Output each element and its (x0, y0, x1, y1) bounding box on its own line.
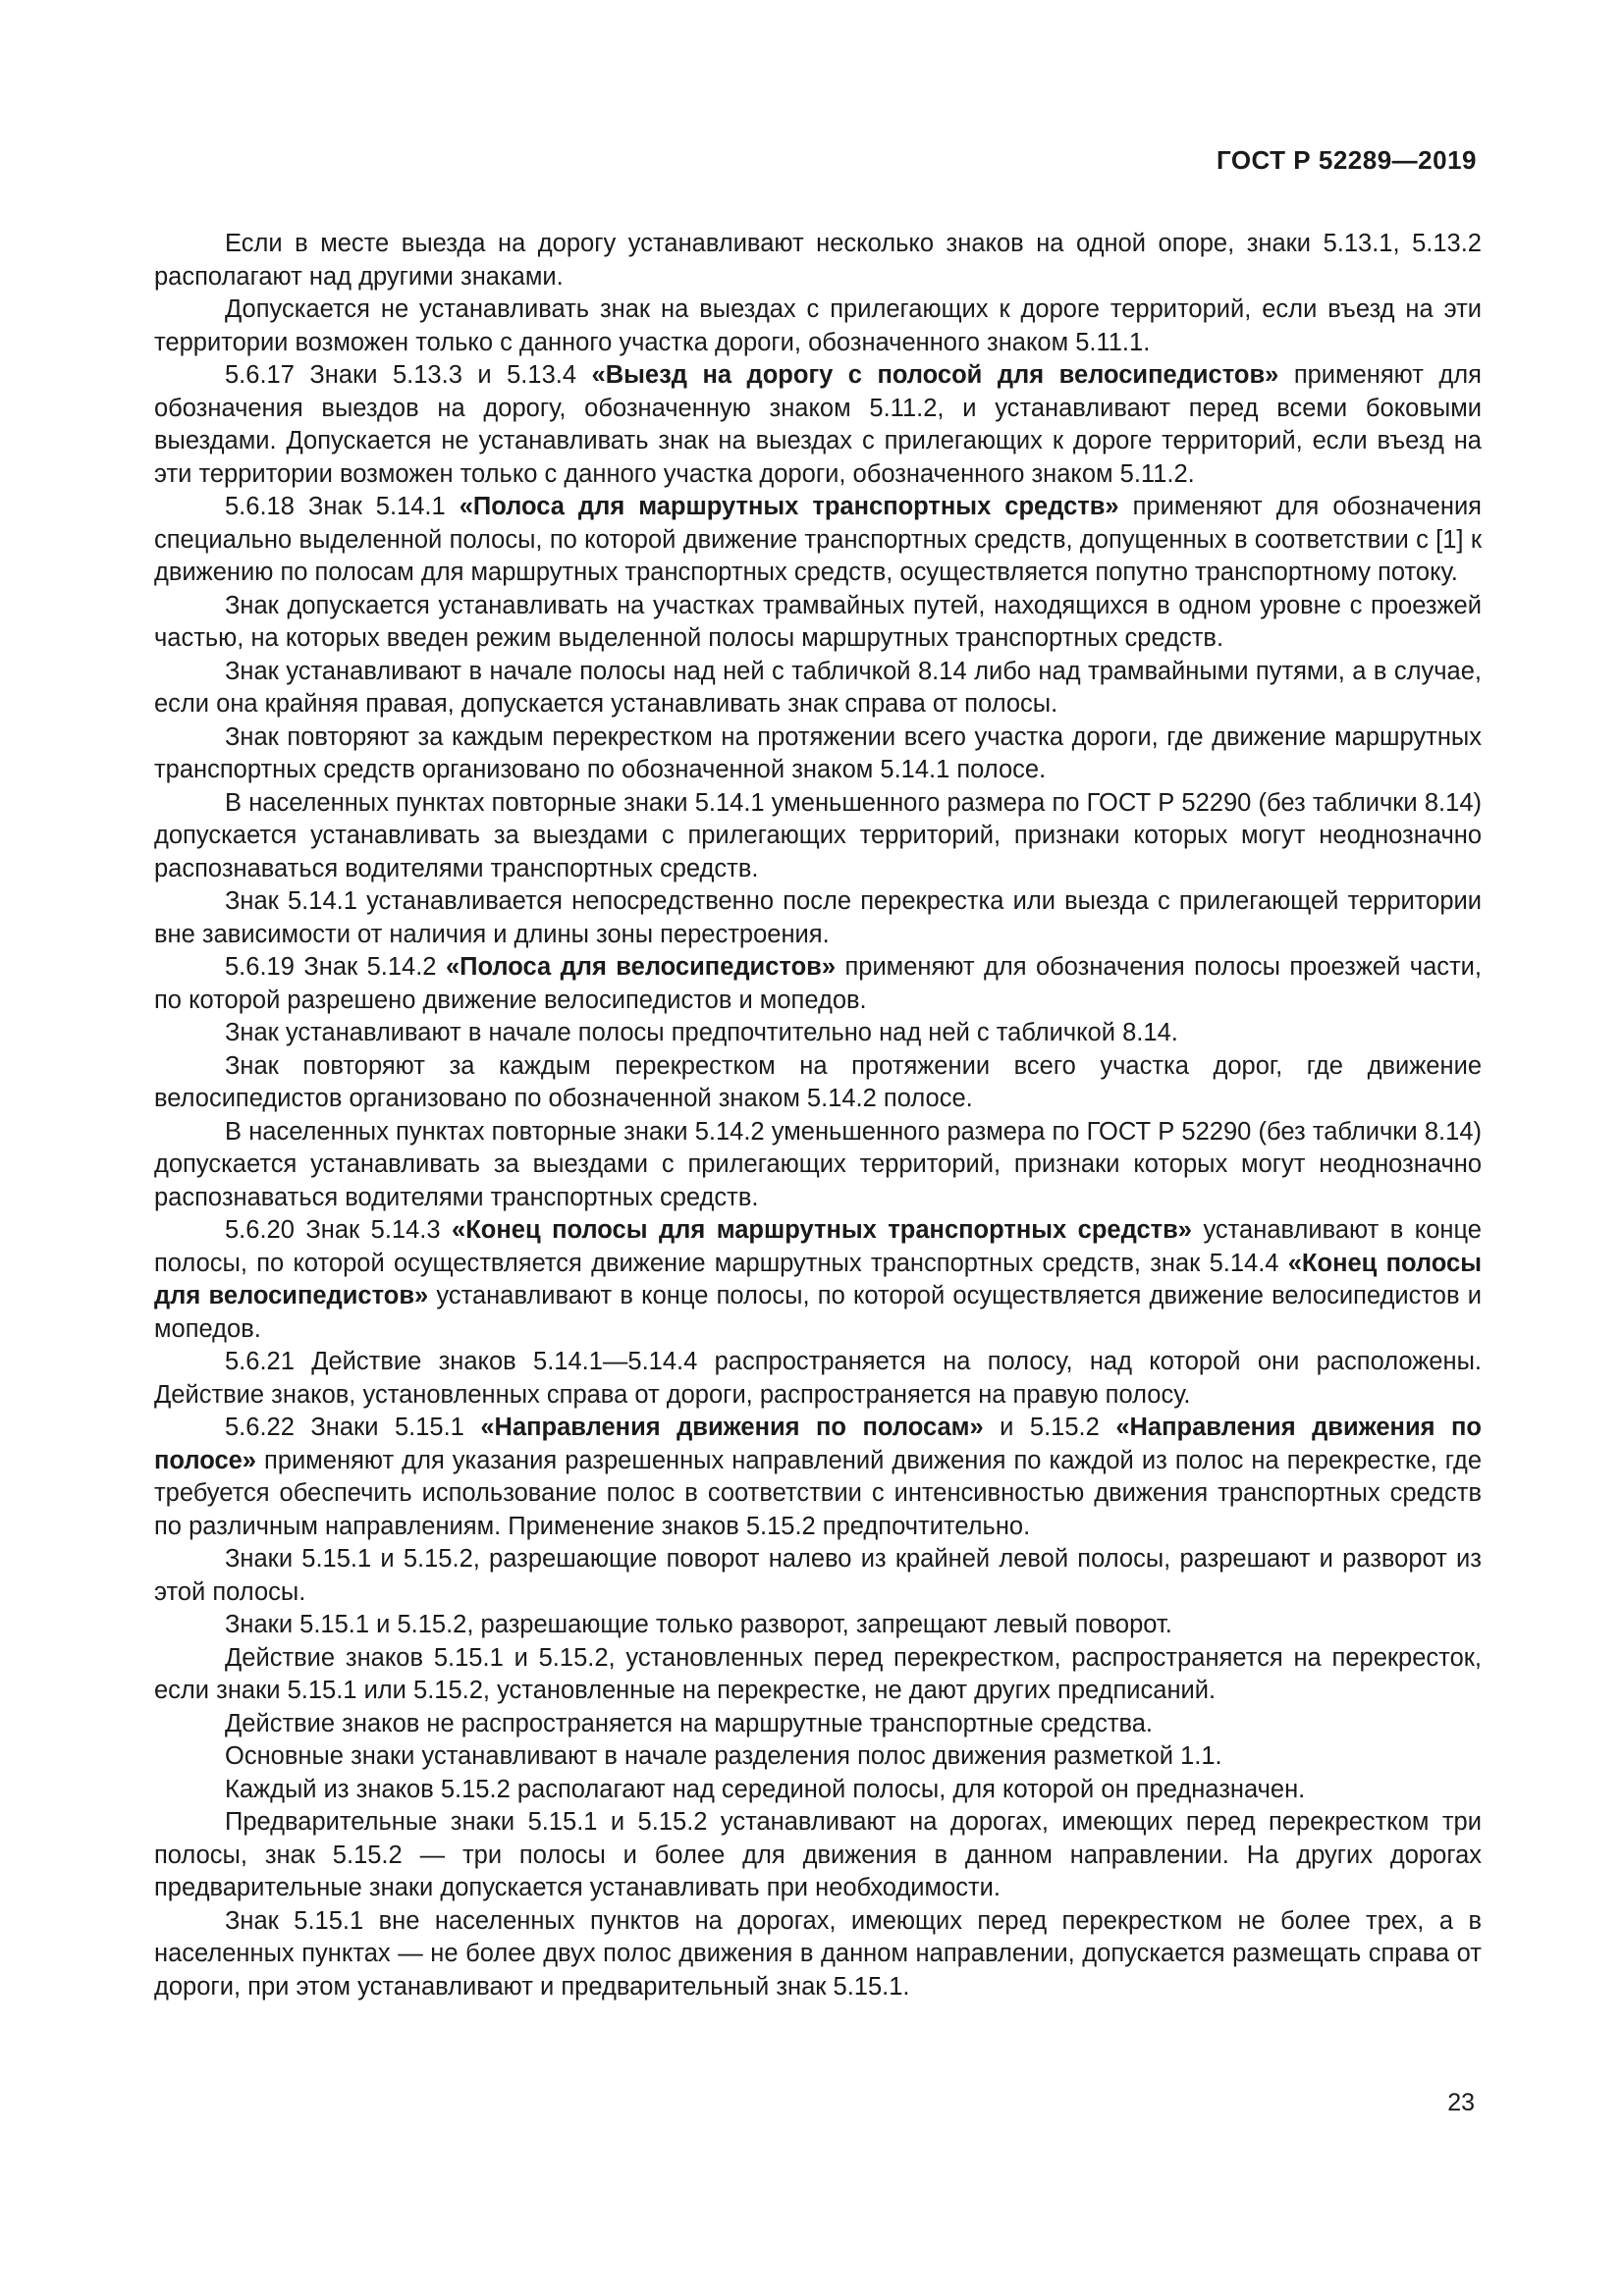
document-body (154, 228, 1482, 2003)
paragraph-text: Знаки 5.15.1 и 5.15.2, разрешающие поворот налево из крайней левой полосы, разрешают и разворот из этой полосы. (154, 1545, 1482, 1606)
sign-name: «Направления движения по полосе» (154, 1414, 1482, 1474)
paragraph (154, 1346, 1482, 1412)
paragraph (154, 1806, 1482, 1905)
paragraph-text: Каждый из знаков 5.15.2 располагают над серединой полосы, для которой он предназначен. (225, 1775, 1306, 1803)
paragraph (154, 491, 1482, 590)
paragraph-text: 5.6.21 Действие знаков 5.14.1—5.14.4 распространяется на полосу, над которой они расположены. Действие знаков, установленных справа от дороги, распространяется на правую полосу. (154, 1348, 1482, 1409)
paragraph-text: Знак повторяют за каждым перекрестком на протяжении всего участка дороги, где движение маршрутных транспортных средств организовано по обозначенной знаком 5.14.1 полосе. (154, 722, 1482, 783)
paragraph-text: Знаки 5.15.1 и 5.15.2, разрешающие только разворот, запрещают левый поворот. (225, 1611, 1172, 1638)
sign-name: «Конец полосы для маршрутных транспортных средств» (452, 1216, 1192, 1244)
paragraph (154, 1050, 1482, 1116)
paragraph-text: 5.6.20 Знак 5.14.3 (225, 1216, 453, 1244)
paragraph (154, 1740, 1482, 1774)
paragraph-text: Знак устанавливают в начале полосы над ней с табличкой 8.14 либо над трамвайными путями, а в случае, если она крайняя правая, допускается устанавливать знак справа от полосы. (154, 657, 1482, 718)
paragraph (154, 1774, 1482, 1807)
paragraph-text: применяют для обозначения специально выделенной полосы, по которой движение транспортных средств, допущенных в соответствии с [1] к движению по полосам для маршрутных транспортных средств, осуществляется попутно транспортному потоку. (154, 493, 1482, 586)
paragraph (154, 1708, 1482, 1741)
paragraph (154, 656, 1482, 721)
paragraph-text: и 5.15.2 (983, 1414, 1116, 1441)
paragraph-text: Знак допускается устанавливать на участках трамвайных путей, находящихся в одном уровне с проезжей частью, на которых введен режим выделенной полосы маршрутных транспортных средств. (154, 591, 1482, 652)
paragraph-text: Знак устанавливают в начале полосы предпочтительно над ней с табличкой 8.14. (225, 1019, 1178, 1046)
sign-name: «Выезд на дорогу с полосой для велосипедистов» (591, 361, 1279, 389)
sign-name: «Полоса для маршрутных транспортных средств» (459, 493, 1119, 520)
paragraph-text: Действие знаков 5.15.1 и 5.15.2, установленных перед перекрестком, распространяется на перекресток, если знаки 5.15.1 или 5.15.2, установленные на перекрестке, не дают других предписаний. (154, 1643, 1482, 1704)
paragraph-text: устанавливают в конце полосы, по которой осуществляется движение велосипедистов и мопедов. (154, 1282, 1482, 1343)
paragraph (154, 951, 1482, 1017)
paragraph (154, 1642, 1482, 1708)
paragraph-text: Знак повторяют за каждым перекрестком на протяжении всего участка дорог, где движение велосипедистов организовано по обозначенной знаком 5.14.2 полосе. (154, 1051, 1482, 1112)
paragraph-text: Предварительные знаки 5.15.1 и 5.15.2 устанавливают на дорогах, имеющих перед перекрестком три полосы, знак 5.15.2 — три полосы и более для движения в данном направлении. На других дорогах предварительные знаки допускается устанавливать при необходимости. (154, 1808, 1482, 1901)
paragraph (154, 1412, 1482, 1543)
paragraph-text: 5.6.18 Знак 5.14.1 (225, 493, 460, 520)
paragraph (154, 721, 1482, 787)
paragraph-text: 5.6.19 Знак 5.14.2 (225, 953, 446, 981)
sign-name: «Полоса для велосипедистов» (445, 953, 837, 981)
paragraph-text: устанавливают в конце полосы, по которой осуществляется движение маршрутных транспортных средств, знак 5.14.4 (154, 1216, 1482, 1277)
paragraph (154, 1905, 1482, 2004)
document-header: ГОСТ Р 52289—2019 (1216, 145, 1477, 175)
paragraph-text: Знак 5.14.1 устанавливается непосредственно после перекрестка или выезда с прилегающей территории вне зависимости от наличия и длины зоны перестроения. (154, 887, 1482, 948)
paragraph (154, 1214, 1482, 1346)
page-number: 23 (1447, 2089, 1475, 2116)
paragraph (154, 228, 1482, 294)
paragraph-text: применяют для обозначения полосы проезжей части, по которой разрешено движение велосипедистов и мопедов. (154, 953, 1483, 1014)
paragraph-text: Допускается не устанавливать знак на выездах с прилегающих к дороге территорий, если въезд на эти территории возможен только с данного участка дороги, обозначенного знаком 5.11.1. (154, 295, 1482, 356)
paragraph (154, 1609, 1482, 1642)
paragraph-text: Если в месте выезда на дорогу устанавливают несколько знаков на одной опоре, знаки 5.13.1, 5.13.2 располагают над другими знаками. (154, 230, 1482, 291)
paragraph-text: В населенных пунктах повторные знаки 5.14.1 уменьшенного размера по ГОСТ Р 52290 (без таблички 8.14) допускается устанавливать за выездами с прилегающих территорий, признаки которых могут неоднозначно распознаваться водителями транспортных средств. (154, 788, 1482, 882)
paragraph (154, 1116, 1482, 1215)
paragraph (154, 1017, 1482, 1050)
paragraph-text: применяют для обозначения выездов на дорогу, обозначенную знаком 5.11.2, и устанавливают перед всеми боковыми выездами. Допускается не устанавливать знак на выездах с прилегающих к дороге территорий, если въезд на эти территории возможен только с данного участка дороги, обозначенного знаком 5.11.2. (154, 361, 1482, 488)
paragraph-text: применяют для указания разрешенных направлений движения по каждой из полос на перекрестке, где требуется обеспечить использование полос в соответствии с интенсивностью движения транспортных средств по различным направлениям. Применение знаков 5.15.2 предпочтительно. (154, 1446, 1482, 1540)
paragraph (154, 885, 1482, 951)
paragraph (154, 1543, 1482, 1609)
paragraph-text: Основные знаки устанавливают в начале разделения полос движения разметкой 1.1. (225, 1742, 1222, 1770)
sign-name: «Конец полосы для велосипедистов» (154, 1249, 1482, 1309)
paragraph (154, 590, 1482, 656)
paragraph-text: 5.6.17 Знаки 5.13.3 и 5.13.4 (225, 361, 592, 389)
paragraph (154, 359, 1482, 491)
paragraph (154, 787, 1482, 886)
paragraph-text: Знак 5.15.1 вне населенных пунктов на дорогах, имеющих перед перекрестком не более трех, а в населенных пунктах — не более двух полос движения в данном направлении, допускается размещать справа от дороги, при этом устанавливают и предварительный знак 5.15.1. (154, 1906, 1482, 2001)
paragraph-text: В населенных пунктах повторные знаки 5.14.2 уменьшенного размера по ГОСТ Р 52290 (без таблички 8.14) допускается устанавливать за выездами с прилегающих территорий, признаки которых могут неоднозначно распознаваться водителями транспортных средств. (154, 1117, 1482, 1211)
sign-name: «Направления движения по полосам» (480, 1414, 984, 1441)
paragraph (154, 294, 1482, 359)
paragraph-text: 5.6.22 Знаки 5.15.1 (225, 1414, 481, 1441)
paragraph-text: Действие знаков не распространяется на маршрутные транспортные средства. (225, 1709, 1154, 1737)
